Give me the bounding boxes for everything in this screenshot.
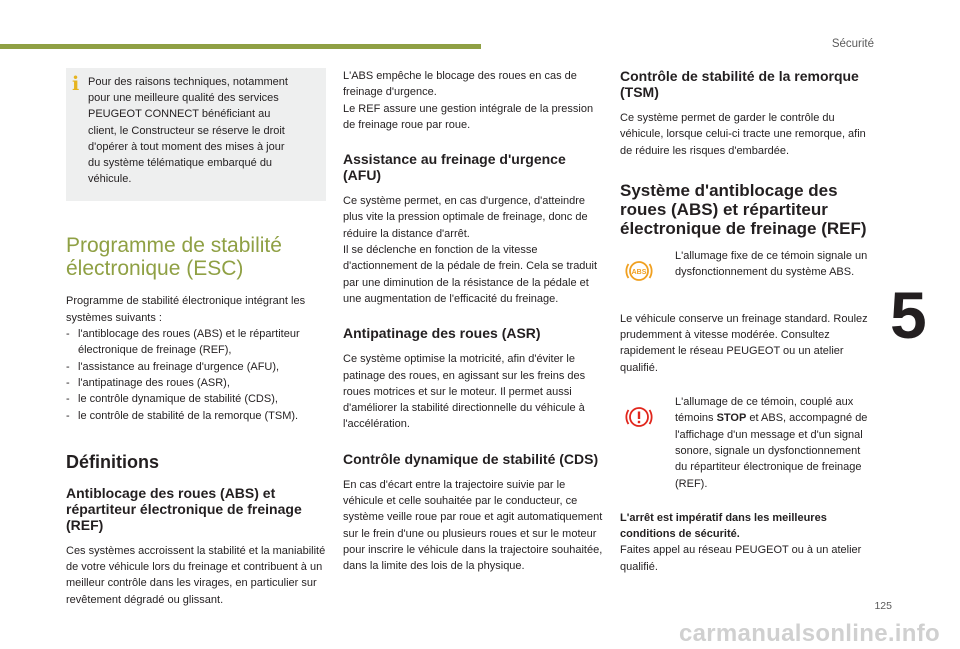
afu-text: Il se déclenche en fonction de la vitesse d'actionnement de la pédale de frein. Cela se traduit par une diminution de la résistance de la pédale et une augmentation de l'efficacité du freinage. xyxy=(343,244,598,305)
abs-warning-lamp-icon xyxy=(624,256,654,286)
afu-heading: Assistance au freinage d'urgence (AFU) xyxy=(343,151,566,184)
afu-text: Ce système permet, en cas d'urgence, d'atteindre plus vite la pression optimale de freinage, donc de réduire la distance d'arrêt. xyxy=(343,195,588,240)
tsm-text: Ce système permet de garder le contrôle du véhicule, lorsque celui-ci tracte une remorque, afin de réduire les risques d'embardée. xyxy=(620,112,866,157)
column-middle xyxy=(343,68,603,575)
stop-label: STOP xyxy=(716,412,747,425)
esc-title-line1: Programme de stabilité xyxy=(66,234,282,258)
list-item: - l'antiblocage des roues (ABS) et le répartiteur électronique de freinage (REF), xyxy=(66,326,326,359)
info-line: PEUGEOT CONNECT bénéficiant au xyxy=(88,108,271,121)
asr-heading: Antipatinage des roues (ASR) xyxy=(343,325,541,342)
brake-warning-lamp-icon xyxy=(624,402,654,432)
watermark: carmanualsonline.info xyxy=(678,620,940,647)
ref-warning-block xyxy=(620,394,872,492)
esc-system-list xyxy=(66,326,326,424)
abs-warning-text: L'allumage fixe de ce témoin signale un dysfonctionnement du système ABS. xyxy=(675,249,868,279)
standard-braking-text: Le véhicule conserve un freinage standard. Roulez prudemment à vitesse modérée. Consultez rapidement le réseau PEUGEOT ou un atelier qualifié. xyxy=(620,312,868,374)
cds-text: En cas d'écart entre la trajectoire suivie par le véhicule et celle souhaitée par le conducteur, ce système veille roue par roue et agit automatiquement sur le frein d'une ou plusieurs roues et sur le moteur pour inscrire le véhicule dans la trajectoire souhaitée, dans la limite des lois de la physique. xyxy=(343,478,603,573)
stop-imperative-text: L'arrêt est impératif dans les meilleures conditions de sécurité. xyxy=(620,511,827,541)
esc-title xyxy=(66,234,326,280)
abs-ref-system-heading: Système d'antiblocage des roues (ABS) et répartiteur électronique de freinage (REF) xyxy=(620,180,867,238)
info-line: Pour des raisons techniques, notamment xyxy=(88,76,288,88)
column-right xyxy=(620,68,872,575)
contact-dealer-text: Faites appel au réseau PEUGEOT ou à un atelier qualifié. xyxy=(620,544,862,573)
list-item: - le contrôle de stabilité de la remorque (TSM). xyxy=(66,408,326,424)
ref-warning-text: L'allumage de ce témoin, couplé aux témoins STOP et ABS, accompagné de l'affichage d'un message et d'un signal sonore, signale un dysfonctionnement du répartiteur électronique de freinage (REF). xyxy=(675,396,868,490)
column-left xyxy=(66,68,326,608)
ref-continued-text: Le REF assure une gestion intégrale de la pression de freinage roue par roue. xyxy=(343,102,594,131)
info-line: pour une meilleure qualité des services xyxy=(88,92,279,105)
abs-icon-label: ABS xyxy=(631,268,647,276)
tsm-heading: Contrôle de stabilité de la remorque (TSM) xyxy=(620,68,859,100)
page-number: 125 xyxy=(874,600,892,612)
asr-text: Ce système optimise la motricité, afin d'éviter le patinage des roues, en agissant sur les freins des roues motrices et sur le moteur. Il permet aussi d'améliorer la stabilité directionnelle du véhicule à l'accélération. xyxy=(343,353,586,431)
header-accent-bar xyxy=(0,44,481,49)
info-line: véhicule. xyxy=(88,173,132,186)
abs-continued-text: L'ABS empêche le blocage des roues en cas de freinage d'urgence. xyxy=(343,70,577,99)
chapter-number: 5 xyxy=(890,278,927,352)
list-item: - le contrôle dynamique de stabilité (CDS), xyxy=(66,391,326,407)
esc-title-line2: électronique (ESC) xyxy=(66,257,244,281)
info-line: du système télématique embarqué du xyxy=(88,157,273,170)
definitions-title: Définitions xyxy=(66,451,159,472)
info-box xyxy=(66,68,326,201)
list-item: - l'assistance au freinage d'urgence (AFU), xyxy=(66,359,326,375)
esc-intro: Programme de stabilité électronique intégrant les systèmes suivants : xyxy=(66,295,306,324)
list-item: - l'antipatinage des roues (ASR), xyxy=(66,375,326,391)
abs-ref-text: Ces systèmes accroissent la stabilité et la maniabilité de votre véhicule lors du freinage et contribuent à un meilleur contrôle dans les virages, en particulier sur revêtement dégradé ou glissant. xyxy=(66,544,326,606)
section-title: Sécurité xyxy=(831,38,874,50)
abs-ref-heading: Antiblocage des roues (ABS) et répartiteur électronique de freinage (REF) xyxy=(66,484,302,533)
info-line: client, le Constructeur se réserve le droit xyxy=(88,124,285,137)
info-icon: i xyxy=(72,73,80,95)
cds-heading: Contrôle dynamique de stabilité (CDS) xyxy=(343,450,599,467)
abs-warning-block xyxy=(620,248,872,293)
info-line: d'opérer à tout moment des mises à jour xyxy=(88,140,285,153)
